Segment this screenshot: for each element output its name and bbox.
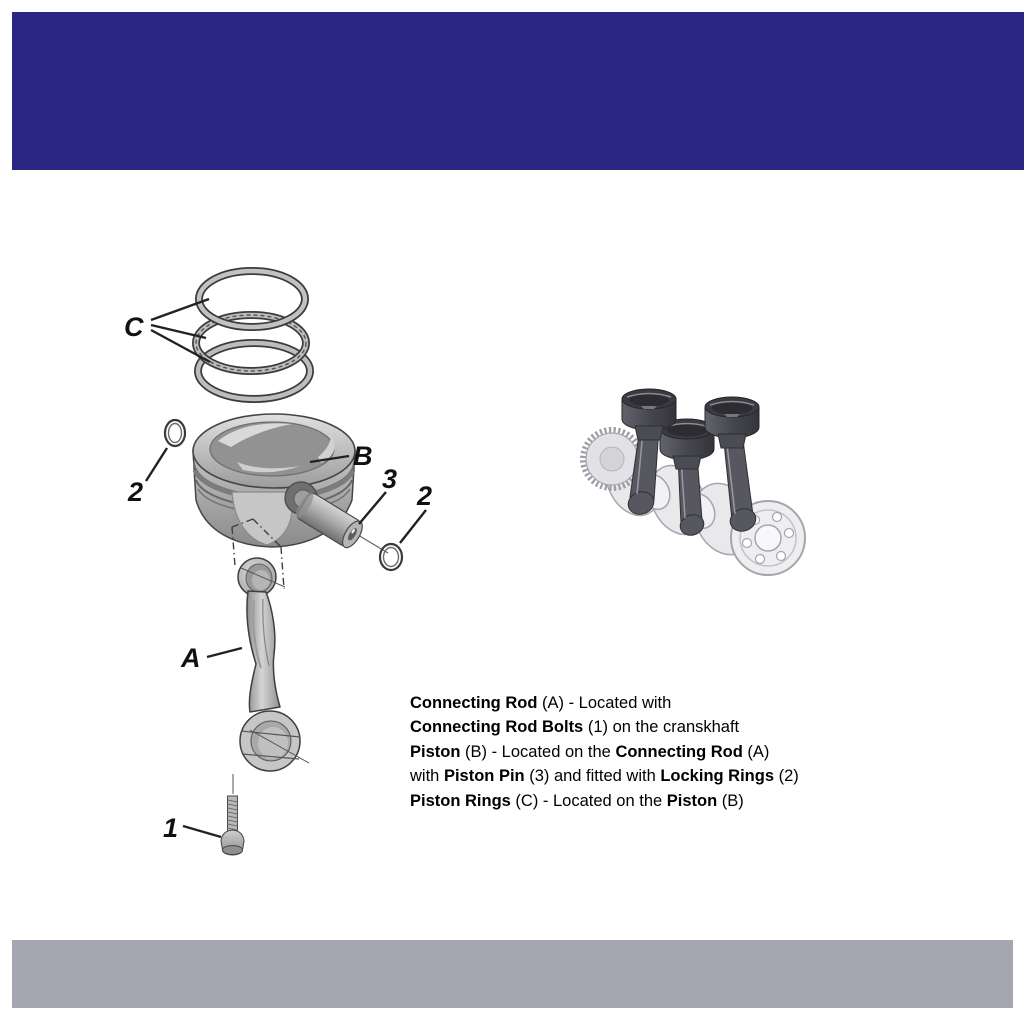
piston-rings-group xyxy=(124,271,310,399)
description-line: Connecting Rod Bolts (1) on the cranskhaft xyxy=(410,718,740,737)
label-connecting-rod: A xyxy=(181,643,201,673)
rod-shaft xyxy=(247,591,280,712)
label-piston: B xyxy=(353,441,373,471)
callout-piston-pin xyxy=(359,464,397,524)
label-locking-ring-right: 2 xyxy=(417,481,433,511)
description-line: Piston Rings (C) - Located on the Piston (B) xyxy=(410,791,744,810)
locking-ring-left-group xyxy=(127,420,185,507)
label-bolt: 1 xyxy=(163,813,179,843)
locking-ring-right-group xyxy=(380,481,432,570)
description-line: Connecting Rod (A) - Located with xyxy=(410,694,672,712)
description-text xyxy=(410,691,890,813)
description-line: with Piston Pin (3) and fitted with Locking Rings (2) xyxy=(410,767,799,786)
label-locking-ring-left: 2 xyxy=(128,477,144,507)
label-piston-pin: 3 xyxy=(382,464,398,494)
crankshaft-assembly-image xyxy=(583,389,805,575)
bolt-group xyxy=(163,774,244,855)
label-piston-rings: C xyxy=(124,312,144,342)
connecting-rod-group xyxy=(180,558,309,771)
description-line: Piston (B) - Located on the Connecting Rod (A) xyxy=(410,742,770,761)
